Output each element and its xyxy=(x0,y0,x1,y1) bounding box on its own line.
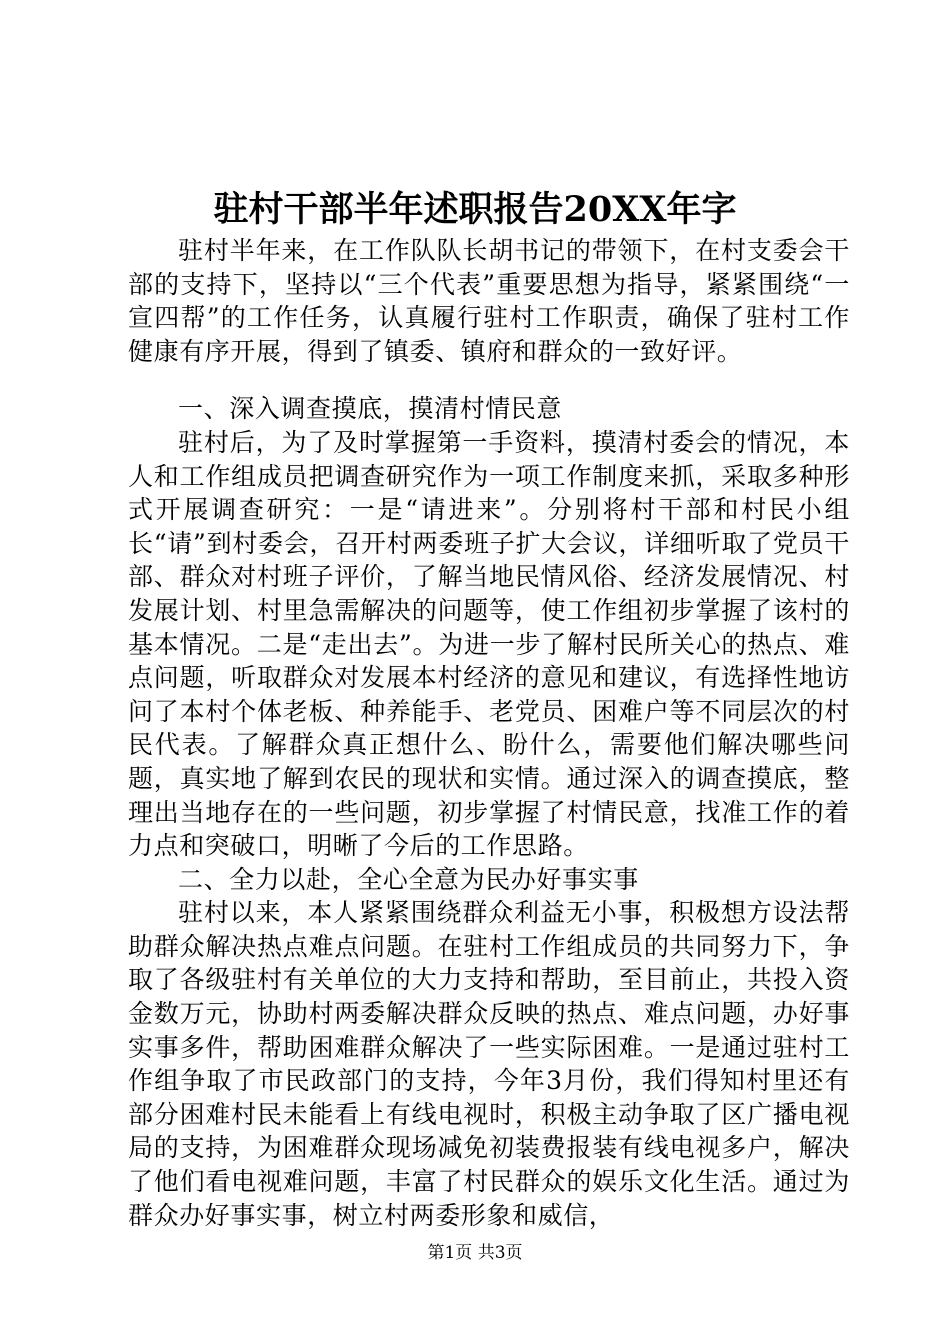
section-heading-1: 一、深入调查摸底，摸清村情民意 xyxy=(178,394,563,424)
document-body xyxy=(128,234,850,1232)
section-heading-2: 二、全力以赴，全心全意为民办好事实事 xyxy=(178,864,639,894)
page-footer: 第1页 共3页 xyxy=(427,1243,523,1263)
section-paragraph-1: 驻村后，为了及时掌握第一手资料，摸清村委会的情况，本人和工作组成员把调查研究作为一项工作制度来抓，采取多种形式开展调查研究：一是“请进来”。分别将村干部和村民小组长“请”到村委会，召开村两委班子扩大会议，详细听取了党员干部、群众对村班子评价，了解当地民情风俗、经济发展情况、村发展计划、村里急需解决的问题等，使工作组初步掌握了该村的基本情况。二是“走出去”。为进一步了解村民所关心的热点、难点问题，听取群众对发展本村经济的意见和建议，有选择性地访问了本村个体老板、种养能手、老党员、困难户等不同层次的村民代表。了解群众真正想什么、盼什么，需要他们解决哪些问题，真实地了解到农民的现状和实情。通过深入的调查摸底，整理出当地存在的一些问题，初步掌握了村情民意，找准工作的着力点和突破口，明晰了今后的工作思路。 xyxy=(128,427,850,861)
intro-paragraph: 驻村半年来，在工作队队长胡书记的带领下，在村支委会干部的支持下，坚持以“三个代表”重要思想为指导，紧紧围绕“一宣四帮”的工作任务，认真履行驻村工作职责，确保了驻村工作健康有序开展，得到了镇委、镇府和群众的一致好评。 xyxy=(128,236,850,366)
section-paragraph-2: 驻村以来，本人紧紧围绕群众利益无小事，积极想方设法帮助群众解决热点难点问题。在驻村工作组成员的共同努力下，争取了各级驻村有关单位的大力支持和帮助，至目前止，共投入资金数万元，协助村两委解决群众反映的热点、难点问题，办好事实事多件，帮助困难群众解决了一些实际困难。一是通过驻村工作组争取了市民政部门的支持，今年3月份，我们得知村里还有部分困难村民未能看上有线电视时，积极主动争取了区广播电视局的支持，为困难群众现场减免初装费报装有线电视多户，解决了他们看电视难问题，丰富了村民群众的娱乐文化生活。通过为群众办好事实事，树立村两委形象和威信， xyxy=(128,898,850,1230)
document-title: 驻村干部半年述职报告20XX年字 xyxy=(213,189,737,230)
